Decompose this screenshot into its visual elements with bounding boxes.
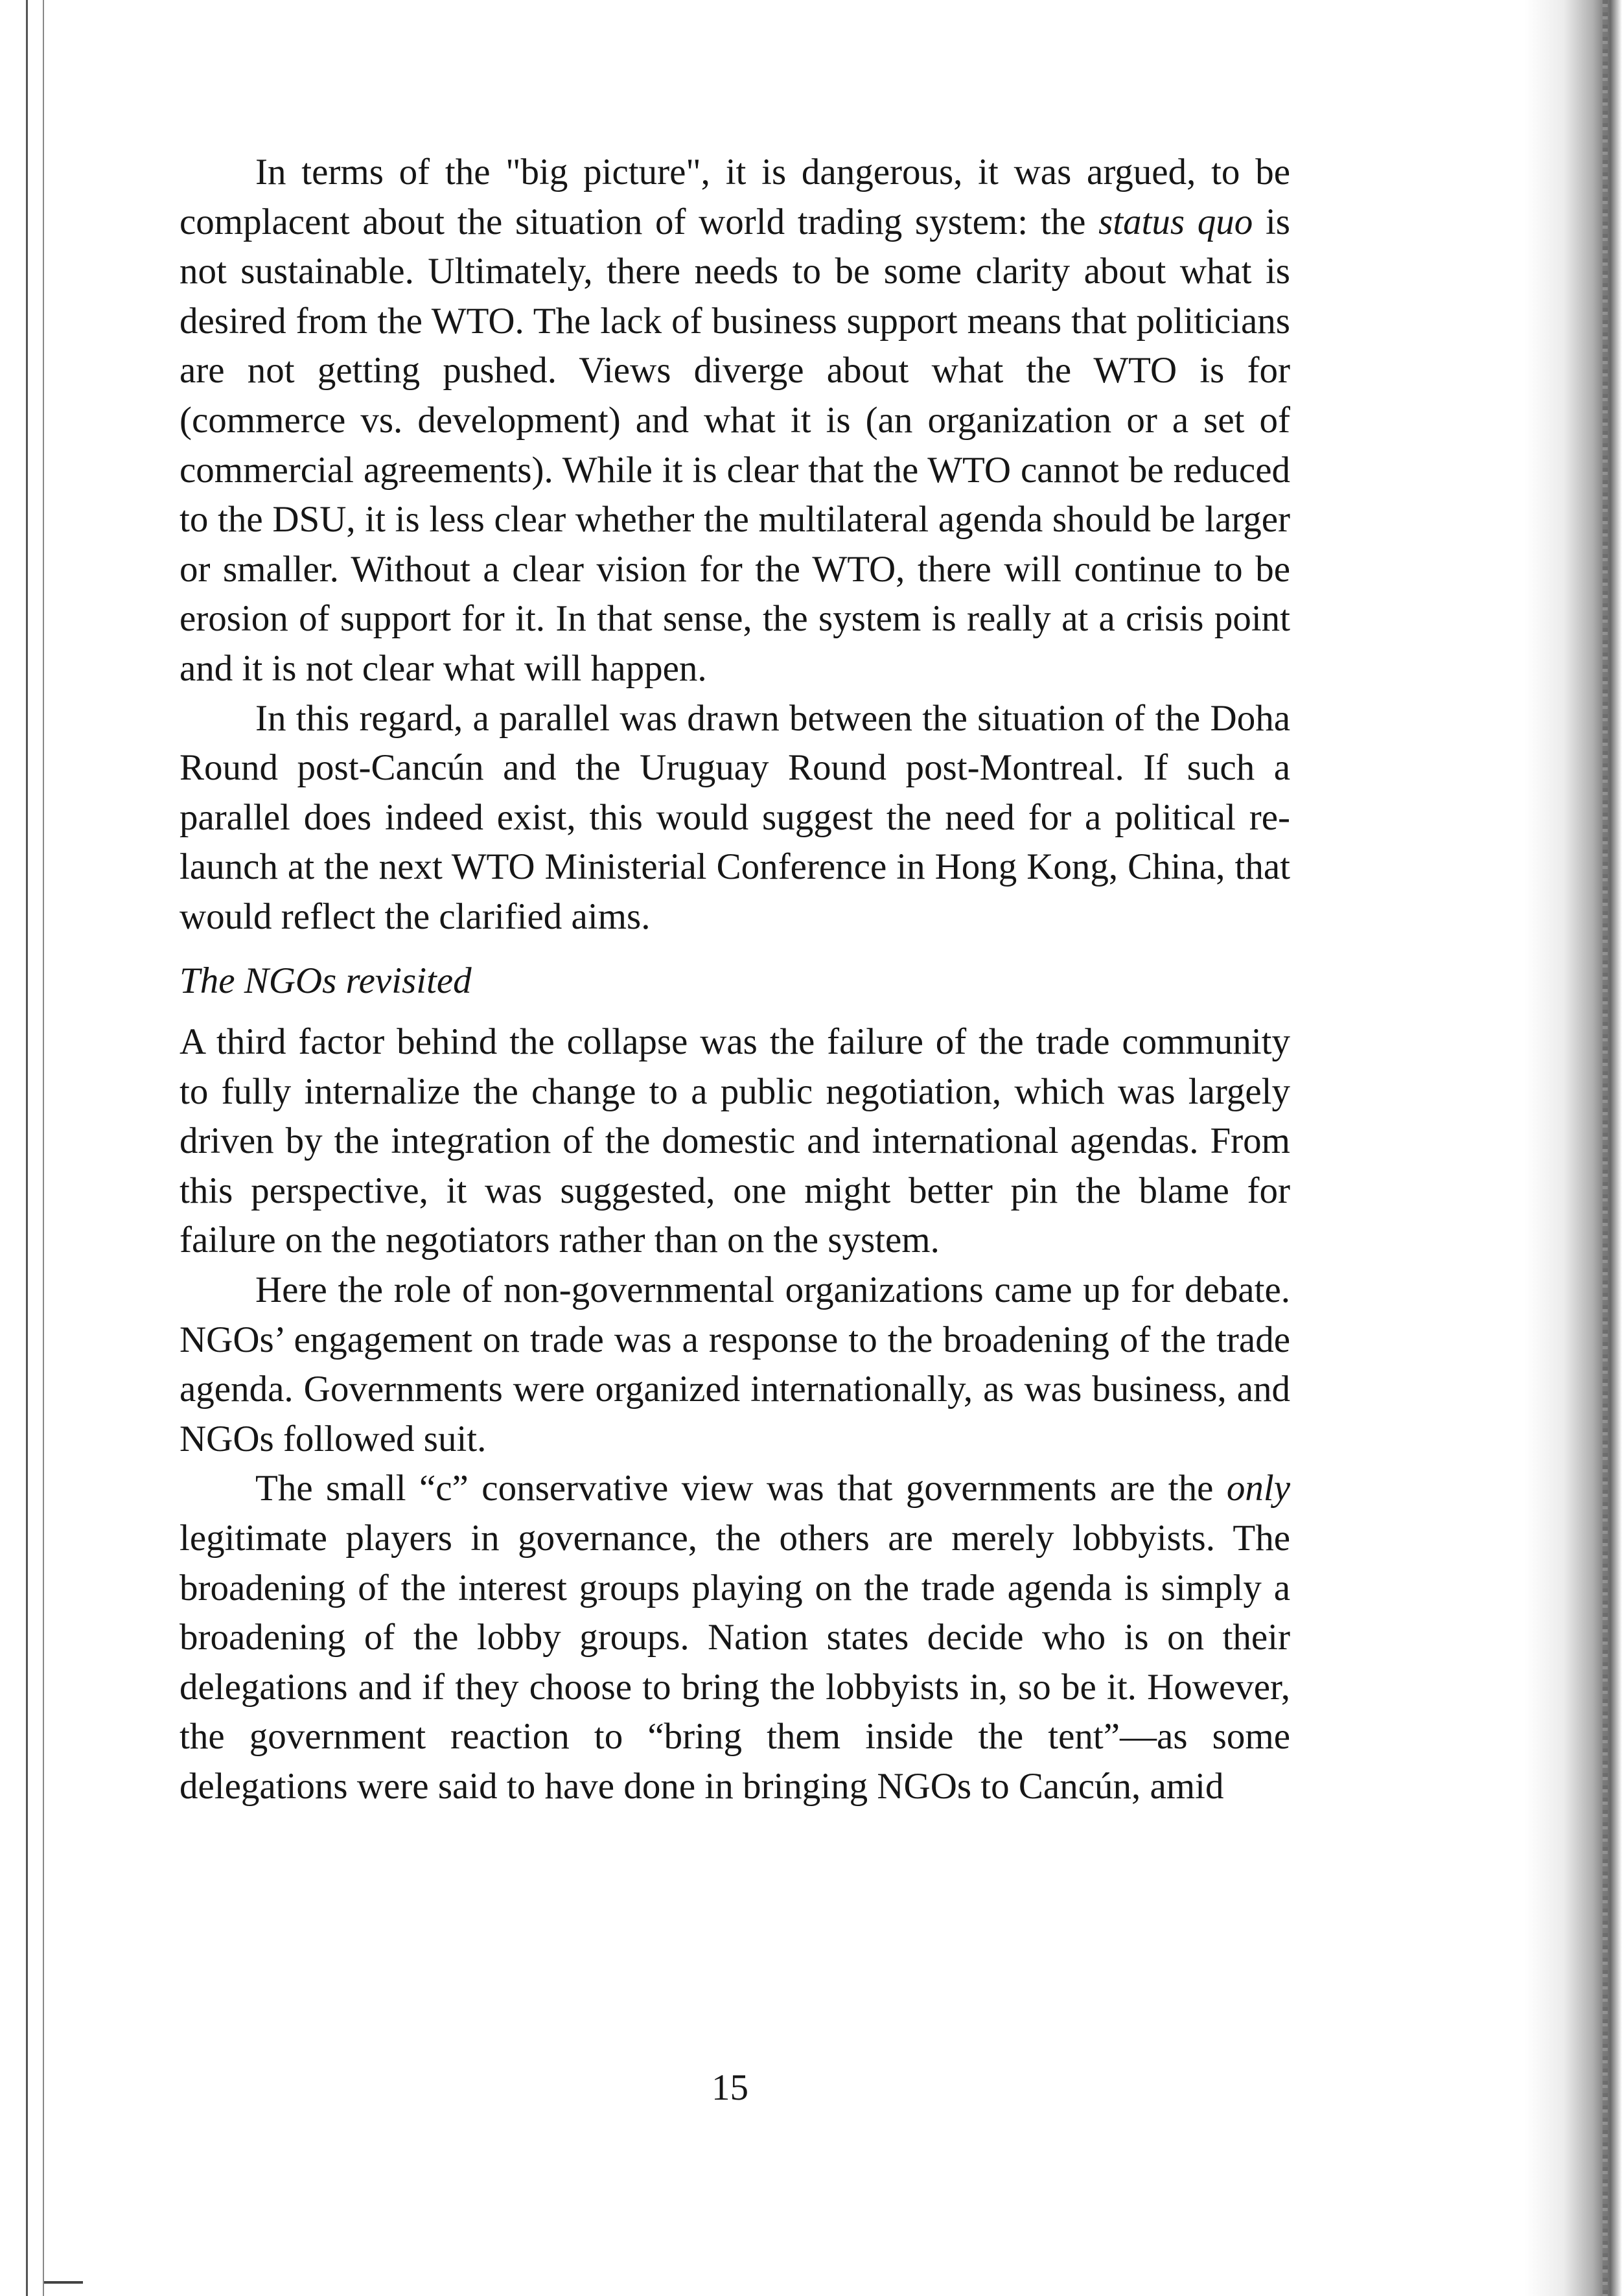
paragraph-1-italic-phrase: status quo: [1098, 201, 1253, 242]
page-body: [180, 148, 1290, 1812]
paragraph-5-text-b: legitimate players in governance, the others are merely lobbyists. The broadening of the interest groups playing on the trade agenda is simply a broadening of the lobby groups. Nation states decide who is on their delegations and if they choose to bring the lobbyists in, so be it. However, the government reaction to “bring them inside the tent”—as some delegations were said to have done in bringing NGOs to Cancún, amid: [180, 1518, 1290, 1807]
paragraph-ngo-role: Here the role of non-governmental organizations came up for debate. NGOs’ engagement on trade was a response to the broadening of the trade agenda. Governments were organized internationally, as was business, and NGOs followed suit.: [180, 1270, 1290, 1459]
paragraph-5-text-a: The small “c” conservative view was that governments are the: [255, 1468, 1227, 1509]
paragraph-conservative-view: [180, 1464, 1290, 1811]
page-number: 15: [712, 2067, 748, 2108]
section-heading: The NGOs revisited: [180, 960, 472, 1001]
paragraph-5-italic-word: only: [1226, 1468, 1290, 1509]
scan-page-shadow: [1525, 0, 1622, 2296]
paragraph-1-text-a: In terms of the "big picture", it is dangerous, it was argued, to be complacent about the situation of world trading system: the: [180, 152, 1290, 242]
paragraph-big-picture: [180, 148, 1290, 694]
paragraph-third-factor: A third factor behind the collapse was the failure of the trade community to fully internalize the change to a public negotiation, which was largely driven by the integration of the domestic and international agendas. From this perspective, it was suggested, one might better pin the blame for failure on the negotiators rather than on the system.: [180, 1021, 1290, 1261]
paragraph-1-text-b: is not sustainable. Ultimately, there needs to be some clarity about what is desired from the WTO. The lack of business support means that politicians are not getting pushed. Views diverge about what the WTO is for (commerce vs. development) and what it is (an organization or a set of commercial agreements). While it is clear that the WTO cannot be reduced to the DSU, it is less clear whether the multilateral agenda should be larger or smaller. Without a clear vision for the WTO, there will continue to be erosion of support for it. In that sense, the system is really at a crisis point and it is not clear what will happen.: [180, 201, 1290, 689]
scan-binding-edge: [26, 0, 44, 2296]
scan-binding-foot: [44, 2281, 83, 2284]
paragraph-parallel: In this regard, a parallel was drawn between the situation of the Doha Round post-Cancún and the Uruguay Round post-Montreal. If such a parallel does indeed exist, this would suggest the need for a political re-launch at the next WTO Ministerial Conference in Hong Kong, China, that would reflect the clarified aims.: [180, 697, 1290, 937]
